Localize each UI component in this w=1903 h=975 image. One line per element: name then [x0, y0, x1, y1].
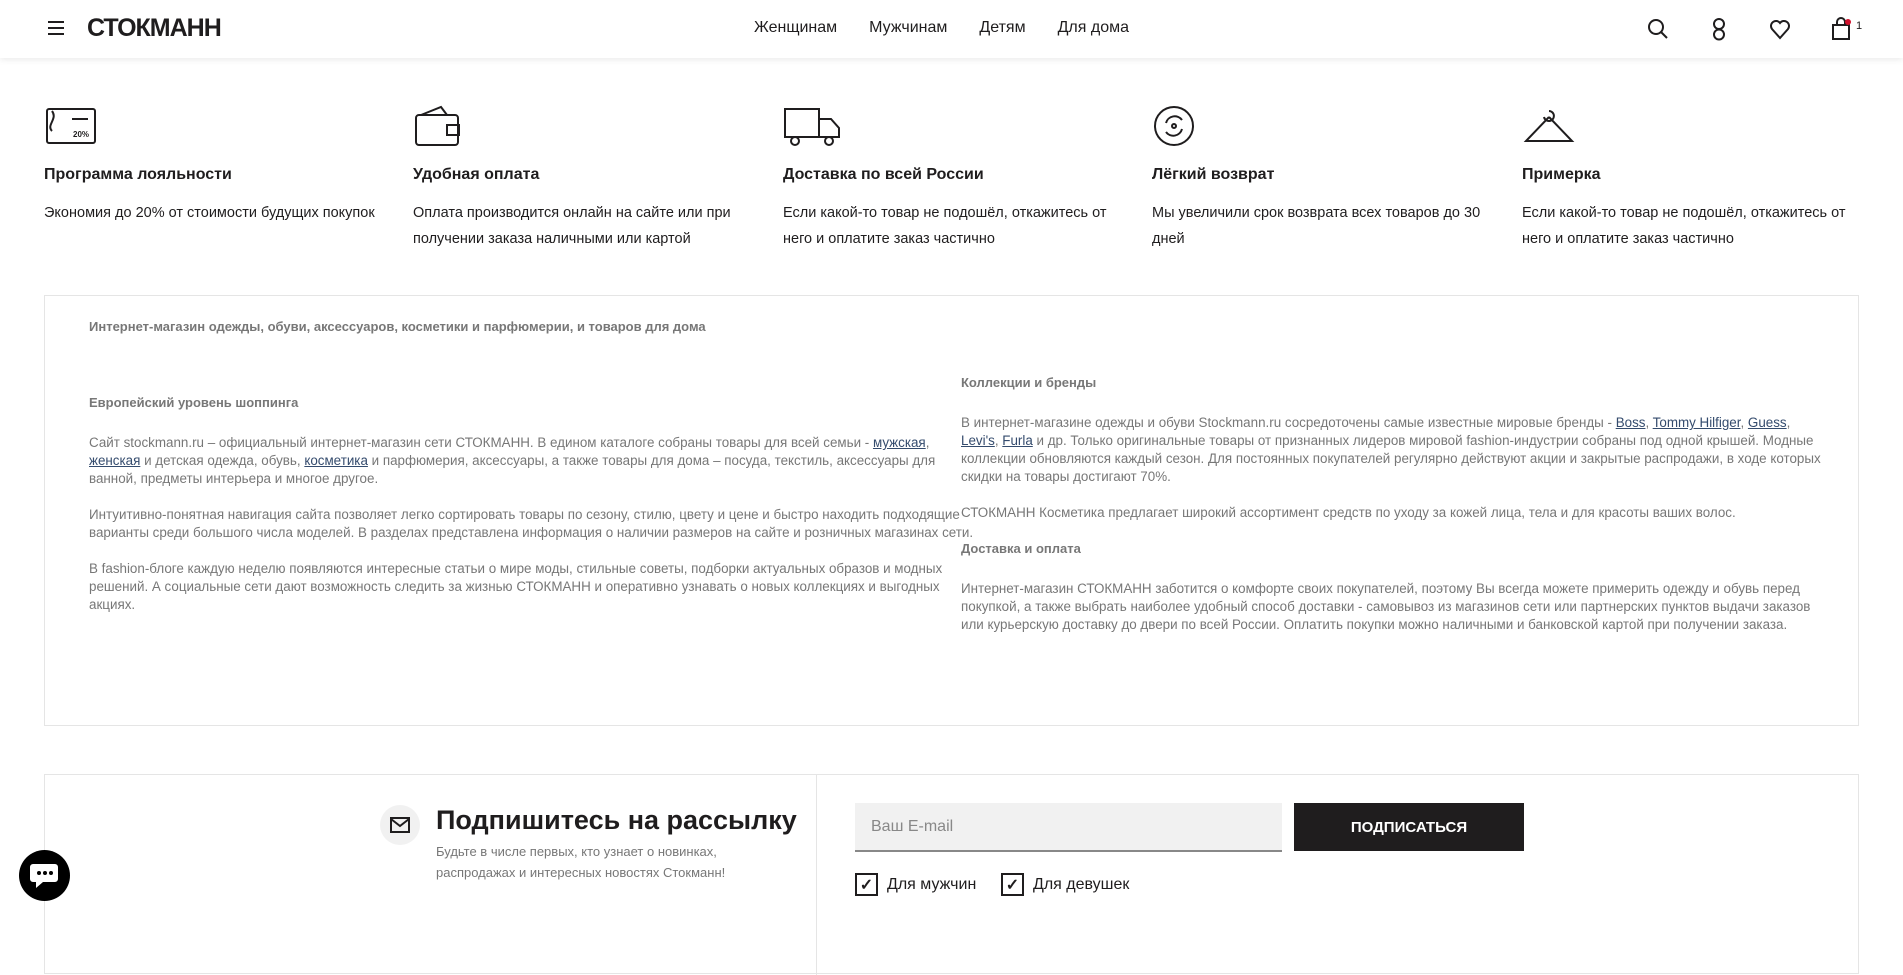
seo-paragraph: Интуитивно-понятная навигация сайта позволяет легко сортировать товары по сезону, стилю, цвету и цене и быстро находить подходящие варианты среди большого числа моделей. В разделах представлена информация о наличии размеров на сайте и розничных магазинах сети.	[89, 507, 974, 540]
seo-text-block	[44, 295, 1859, 726]
chat-icon	[29, 862, 61, 890]
feature-return	[1152, 105, 1492, 247]
nav-kids[interactable]: Детям	[979, 19, 1026, 36]
nav-men[interactable]: Мужчинам	[869, 19, 948, 36]
heart-icon[interactable]	[1768, 17, 1792, 41]
link-men[interactable]: мужская	[872, 435, 926, 450]
divider	[816, 775, 817, 975]
feature-text: Оплата производится онлайн на сайте или при получении заказа наличными или картой	[413, 205, 731, 247]
brand-link-levis[interactable]: Levi's	[961, 433, 995, 448]
link-cosmetics[interactable]: косметика	[304, 453, 368, 468]
loyalty-card-icon	[44, 105, 104, 147]
text: и др. Только оригинальные товары от признанных лидеров мировой fashion-индустрии собраны под одной крышей. Модные коллекции обновляются каждый сезон. Для постоянных покупателей регулярно действуют акции и закрытые распродажи, в ходе которых скидки на товары достигают 70%.	[961, 433, 1821, 484]
feature-delivery	[783, 105, 1123, 247]
feature-title: Примерка	[1522, 166, 1601, 183]
feature-title: Доставка по всей России	[783, 166, 984, 183]
text: и парфюмерия, аксессуары, а также товары для дома – посуда, текстиль, аксессуары для ванной, предметы интерьера и многое другое.	[89, 453, 936, 486]
menu-icon[interactable]	[48, 21, 64, 35]
checkbox-checked-icon: ✓	[1001, 873, 1024, 896]
text: и детская одежда, обувь,	[140, 453, 305, 468]
email-input[interactable]	[855, 803, 1282, 852]
feature-text: Если какой-то товар не подошёл, откажитесь от него и оплатите заказ частично	[783, 205, 1107, 247]
nav-women[interactable]: Женщинам	[754, 19, 838, 36]
feature-loyalty	[44, 105, 384, 221]
checkbox-label: Для девушек	[1033, 875, 1130, 893]
seo-paragraph: Интернет-магазин СТОКМАНН заботится о комфорте своих покупателей, поэтому Вы всегда можете примерить одежду и обувь перед покупкой, а также выбрать наиболее удобный способ доставки - самовывоз из магазинов сети или партнерских пунктов выдачи заказов или курьерскую доставку до двери по всей России. Оплатить покупки можно наличными и банковской картой при получении заказа.	[961, 581, 1811, 632]
checkbox-women[interactable]	[1001, 873, 1129, 896]
seo-title: Интернет-магазин одежды, обуви, аксессуаров, косметики и парфюмерии, и товаров для дома	[89, 319, 706, 334]
seo-paragraph: В fashion-блоге каждую неделю появляются интересные статьи о мире моды, стильные советы, подборки актуальных образов и модных решений. А социальные сети дают возможность следить за жизнью СТОКМАНН и оперативно узнавать о новых коллекциях и выгодных акциях.	[89, 561, 943, 612]
seo-right-column	[961, 374, 1821, 652]
cart-count: 1	[1856, 20, 1863, 32]
chat-button[interactable]	[19, 850, 70, 901]
feature-payment	[413, 105, 753, 247]
search-icon[interactable]	[1646, 17, 1670, 41]
svg-text:20%: 20%	[73, 130, 90, 139]
feature-text: Если какой-то товар не подошёл, откажитесь от него и оплатите заказ частично	[1522, 205, 1846, 247]
feature-text: Экономия до 20% от стоимости будущих покупок	[44, 205, 375, 221]
link-women[interactable]: женская	[89, 453, 141, 468]
site-header	[0, 0, 1903, 58]
feature-title: Лёгкий возврат	[1152, 166, 1275, 183]
seo-heading: Коллекции и бренды	[961, 375, 1097, 390]
seo-paragraph: В интернет-магазине одежды и обуви Stockmann.ru сосредоточены самые известные мировые бренды - Boss, Tommy Hilfiger, Guess, Levi's, Furla и др. Только оригинальные товары от признанных лидеров мировой fashion-индустрии собраны под одной крышей. Модные коллекции обновляются каждый сезон. Для постоянных покупателей регулярно действуют акции и закрытые распродажи, в ходе которых скидки на товары достигают 70%.	[961, 415, 1821, 484]
logo[interactable]: СТОКМАНН	[87, 14, 221, 42]
seo-heading: Доставка и оплата	[961, 541, 1081, 556]
checkbox-label: Для мужчин	[887, 875, 977, 893]
newsletter-text: Будьте в числе первых, кто узнает о новинках, распродажах и интересных новостях Стокманн!	[436, 844, 726, 880]
truck-icon	[783, 105, 843, 147]
cart-indicator	[1845, 19, 1851, 25]
envelope-icon	[380, 805, 420, 845]
checkbox-men[interactable]	[855, 873, 976, 896]
brand-link-furla[interactable]: Furla	[1002, 433, 1033, 448]
subscribe-button[interactable]: ПОДПИСАТЬСЯ	[1294, 803, 1524, 851]
brand-link-tommy-hilfiger[interactable]: Tommy Hilfiger	[1652, 415, 1741, 430]
cart-button[interactable]	[1829, 17, 1863, 41]
return-icon	[1152, 105, 1212, 147]
nav-home[interactable]: Для дома	[1057, 19, 1129, 36]
brand-link-boss[interactable]: Boss	[1615, 415, 1646, 430]
seo-paragraph: СТОКМАНН Косметика предлагает широкий ассортимент средств по уходу за кожей лица, тела и для красоты ваших волос.	[961, 505, 1736, 520]
header-icons	[1646, 17, 1863, 41]
brand-link-guess[interactable]: Guess	[1747, 415, 1787, 430]
feature-title: Удобная оплата	[413, 166, 540, 183]
seo-heading: Европейский уровень шоппинга	[89, 395, 299, 410]
wallet-icon	[413, 105, 473, 147]
main-nav	[754, 19, 1129, 37]
seo-left-column	[89, 394, 979, 632]
newsletter-section	[44, 774, 1859, 974]
feature-fitting	[1522, 105, 1862, 247]
newsletter-title: Подпишитесь на рассылку	[436, 805, 797, 835]
user-icon[interactable]	[1707, 17, 1731, 41]
feature-text: Мы увеличили срок возврата всех товаров до 30 дней	[1152, 205, 1481, 247]
checkbox-checked-icon: ✓	[855, 873, 878, 896]
feature-title: Программа лояльности	[44, 166, 232, 183]
seo-paragraph: Сайт stockmann.ru – официальный интернет-магазин сети СТОКМАНН. В едином каталоге собраны товары для всей семьи - мужская, женская и детская одежда, обувь, косметика и парфюмерия, аксессуары, а также товары для дома – посуда, текстиль, аксессуары для ванной, предметы интерьера и многое другое.	[89, 435, 936, 486]
hanger-icon	[1522, 105, 1582, 147]
text: В интернет-магазине одежды и обуви Stockmann.ru сосредоточены самые известные мировые бренды -	[961, 415, 1616, 430]
text: Сайт stockmann.ru – официальный интернет-магазин сети СТОКМАНН. В едином каталоге собраны товары для всей семьи -	[89, 435, 873, 450]
